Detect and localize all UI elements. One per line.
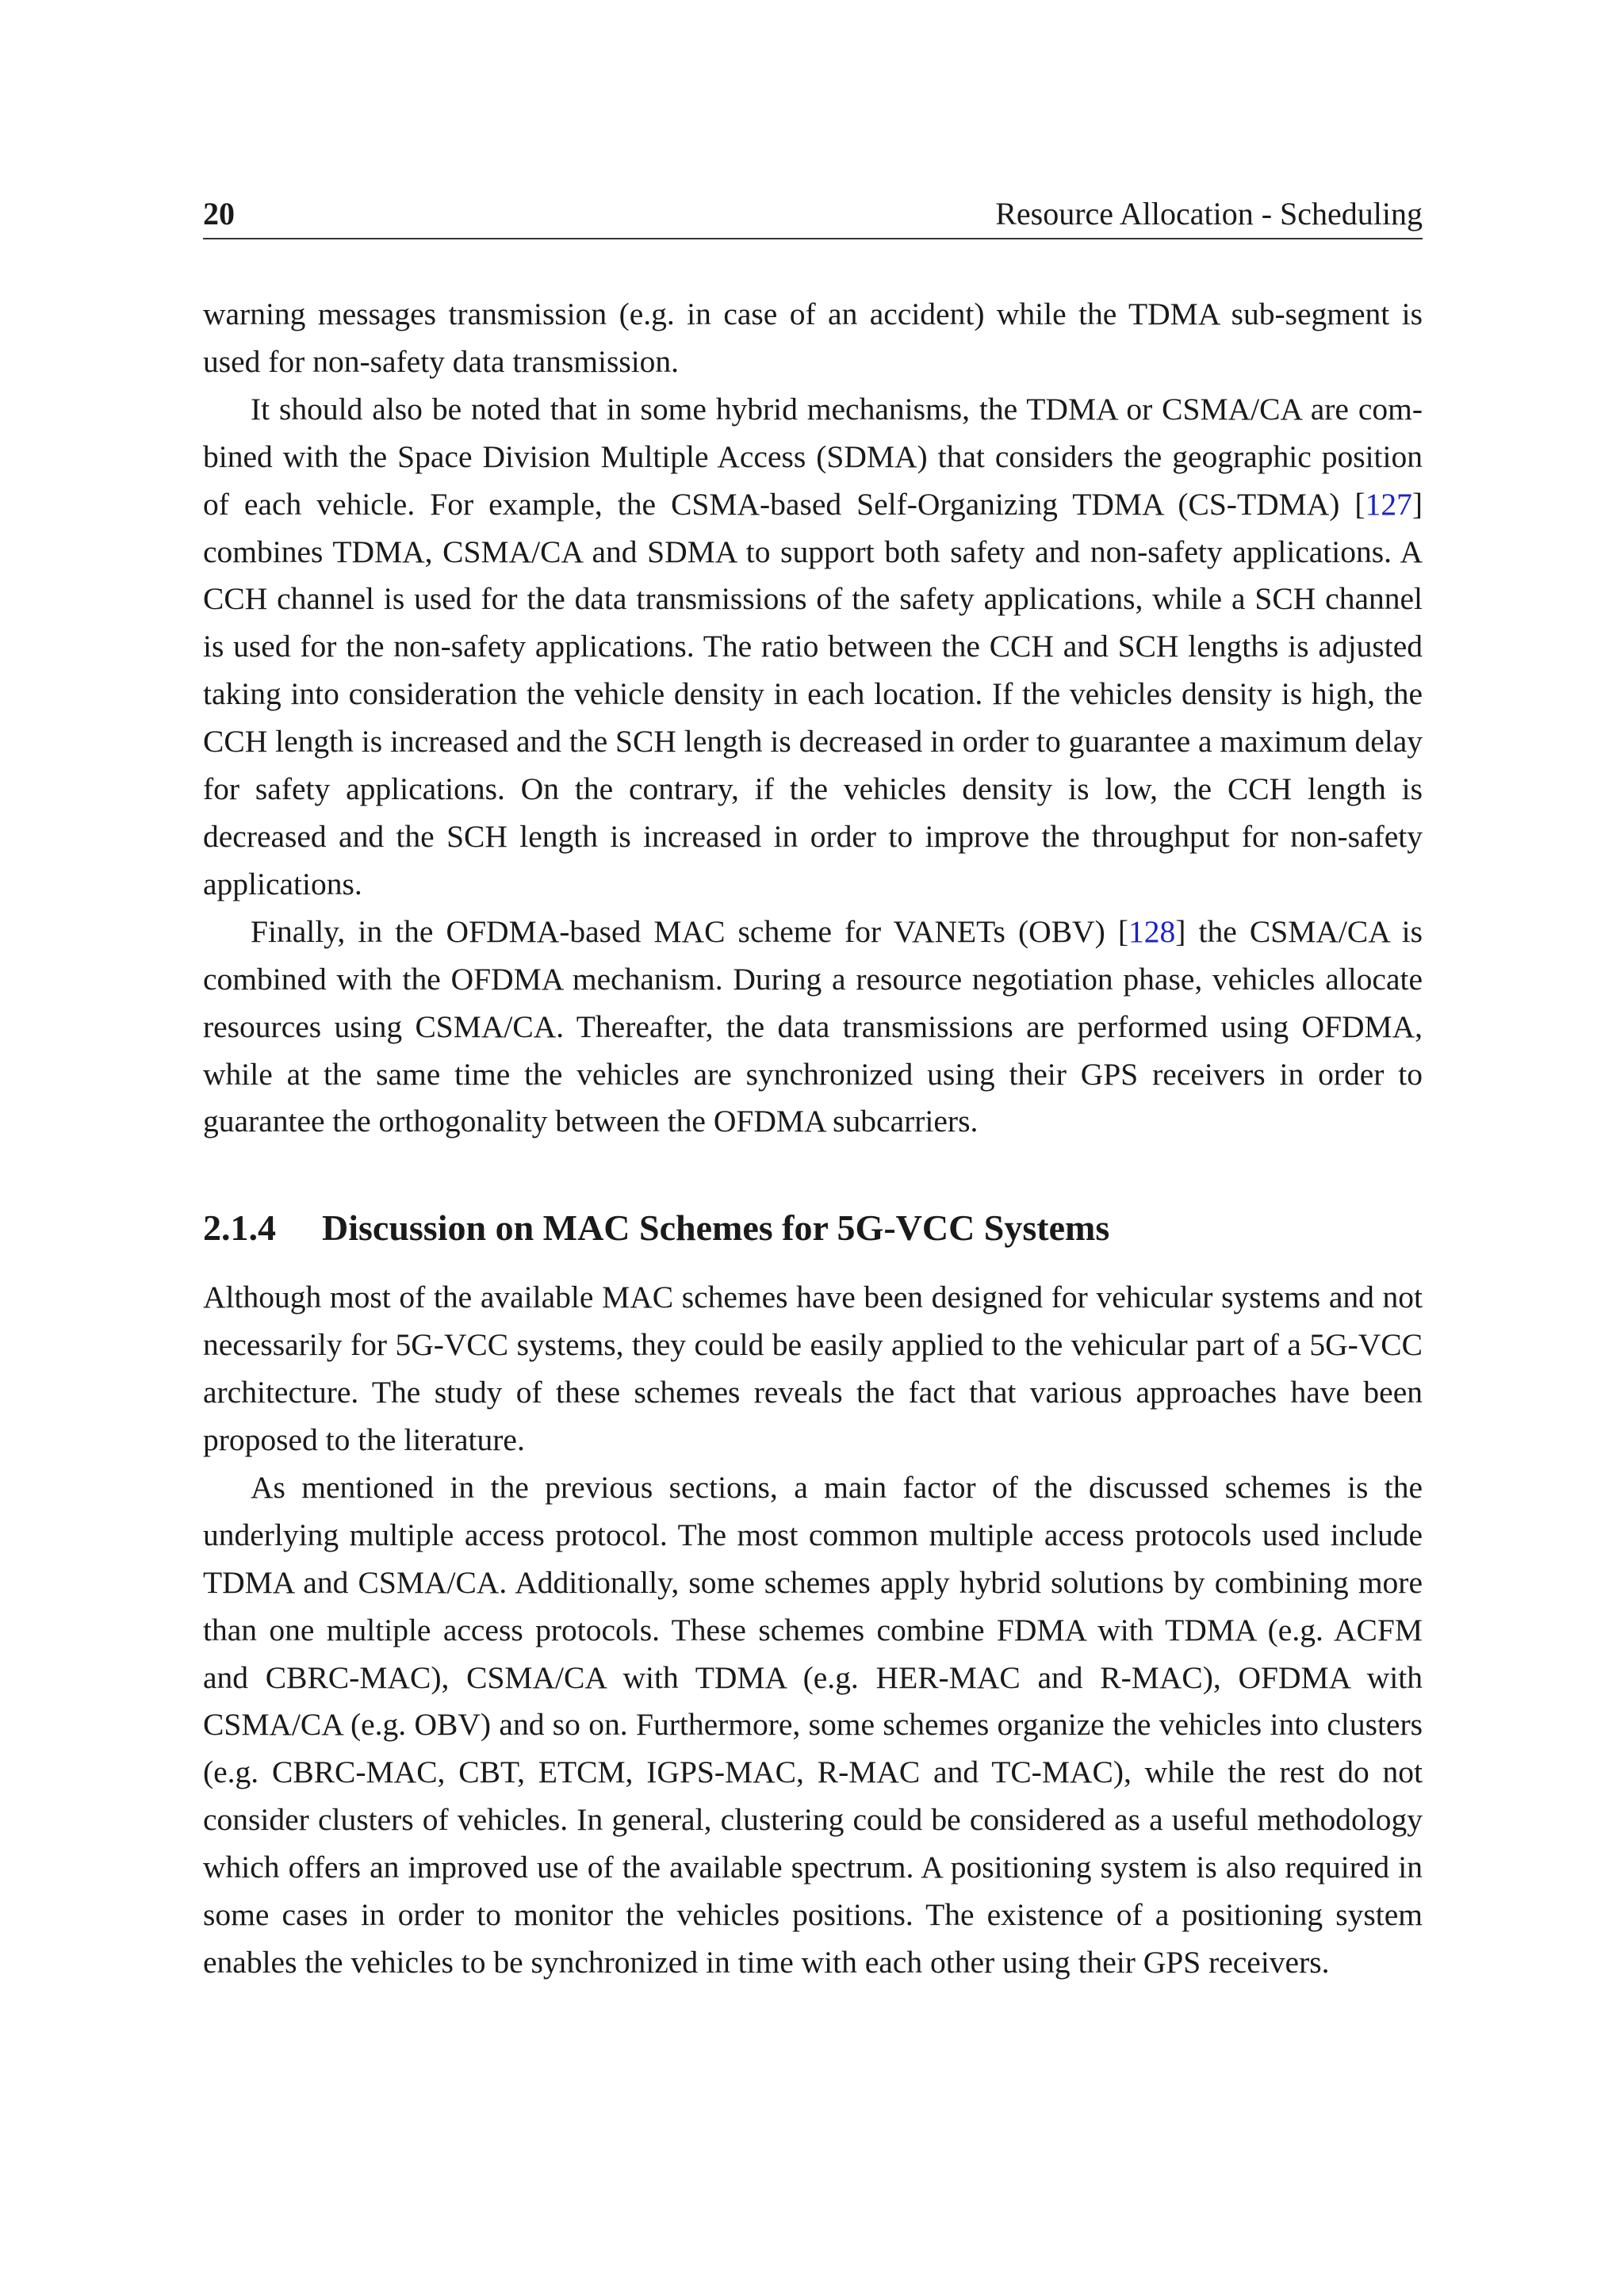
section-paragraph-intro: Although most of the available MAC schemes have been designed for vehicular systems and not necessarily for 5G-VCC systems, they could be easily applied to the vehicular part of a 5G-VCC architecture. The study of these schemes reveals the fact that various approaches have been proposed to the literature. (203, 1280, 1423, 1458)
running-chapter-title: Resource Allocation - Scheduling (995, 196, 1423, 232)
body-text (203, 291, 1423, 1987)
paragraph-continued: warning messages transmission (e.g. in case of an accident) while the TDMA sub-segment is used for non-safety data transmission. (203, 297, 1423, 379)
citation-link-127[interactable]: 127 (1365, 486, 1412, 522)
paragraph-text: ] combines TDMA, CSMA/CA and SDMA to support both safety and non-safety applications. A CCH channel is used for the data transmissions of the safety applications, while a SCH channel is used for the non-safety applications. The ratio between the CCH and SCH lengths is adjusted taking into consideration the vehicle density in each location. If the vehicles density is high, the CCH length is increased and the SCH length is decreased in order to guarantee a maximum delay for safety applications. On the contrary, if the vehicles density is low, the CCH length is decreased and the SCH length is increased in order to improve the throughput for non-safety applications. (203, 486, 1423, 901)
paragraph-text: It should also be noted that in some hybrid mechanisms, the TDMA or CSMA/CA are combined with the Space Division Multiple Access (SDMA) that considers the geographic position of each vehicle. For example, the CSMA-based Self-Organizing TDMA (CS-TDMA) [ (203, 391, 1423, 522)
paragraph-ofdma-obv (203, 909, 1423, 1146)
section-number: 2.1.4 (203, 1207, 276, 1249)
section-heading (203, 1204, 1423, 1252)
citation-link-128[interactable]: 128 (1128, 913, 1176, 949)
section-title: Discussion on MAC Schemes for 5G-VCC Systems (322, 1207, 1110, 1249)
paragraph-text: Finally, in the OFDMA-based MAC scheme for VANETs (OBV) [ (251, 913, 1129, 949)
paragraph-text: ] the CSMA/CA is combined with the OFDMA mechanism. During a resource negotiation phase, vehicles allocate resources using CSMA/CA. Thereafter, the data transmissions are performed using OFDMA, while at the same time the vehicles are synchronized using their GPS receivers in order to guarantee the orthogonality between the OFDMA subcarriers. (203, 913, 1423, 1139)
running-header (203, 195, 1423, 239)
paragraph-hybrid-mechanisms (203, 386, 1423, 909)
section-paragraph-protocols: As mentioned in the previous sections, a main factor of the discussed schemes is the underlying multiple access protocol. The most common multiple access protocols used include TDMA and CSMA/CA. Additionally, some schemes apply hybrid solutions by combining more than one multiple access protocols. These schemes combine FDMA with TDMA (e.g. ACFM and CBRC-MAC), CSMA/CA with TDMA (e.g. HER-MAC and R-MAC), OFDMA with CSMA/CA (e.g. OBV) and so on. Furthermore, some schemes organize the vehicles into clusters (e.g. CBRC-MAC, CBT, ETCM, IGPS-MAC, R-MAC and TC-MAC), while the rest do not consider clusters of vehicles. In general, clustering could be considered as a useful methodology which offers an improved use of the available spectrum. A positioning system is also required in some cases in order to monitor the vehicles positions. The existence of a positioning system enables the vehicles to be synchronized in time with each other using their GPS receivers. (203, 1469, 1423, 1980)
page-number: 20 (203, 196, 235, 232)
